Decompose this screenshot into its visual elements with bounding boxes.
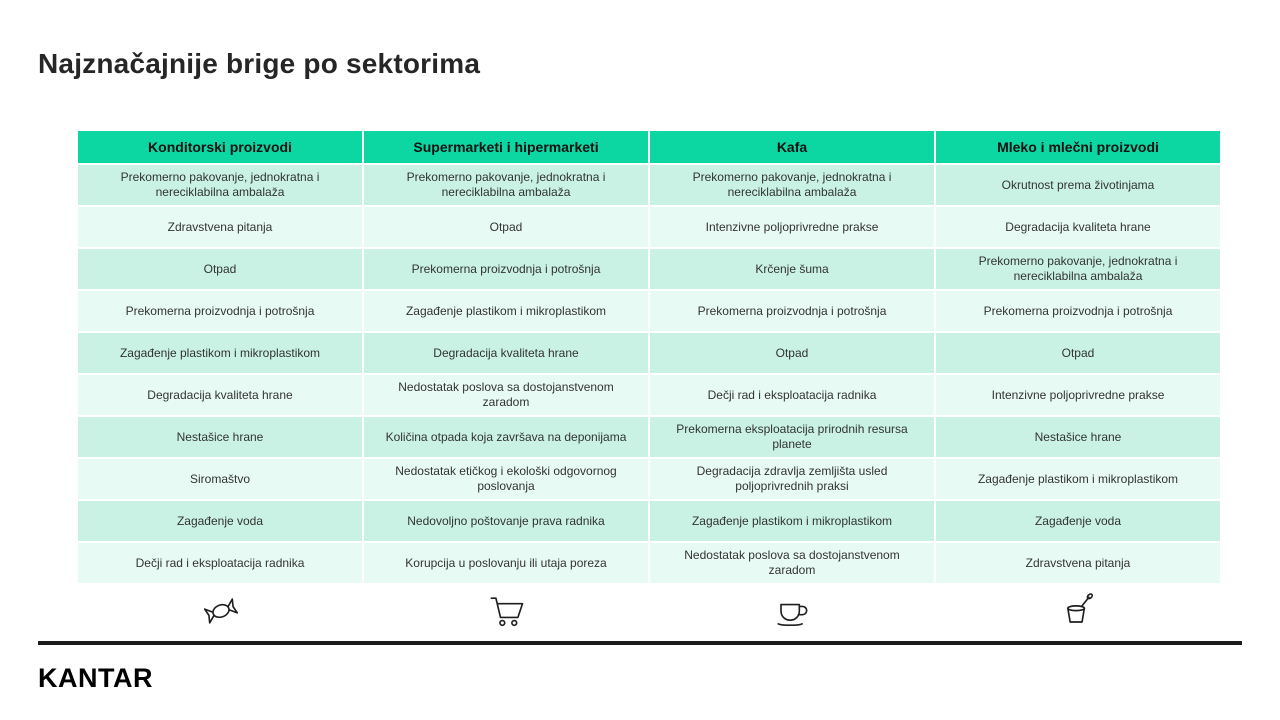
sector-concerns-table bbox=[78, 131, 1220, 583]
shopping-cart-icon bbox=[484, 589, 528, 633]
icon-cell-mleko bbox=[935, 586, 1221, 636]
table-cell: Degradacija zdravlja zemljišta usled poljoprivrednih praksi bbox=[650, 459, 934, 499]
table-cell: Krčenje šuma bbox=[650, 249, 934, 289]
table-cell: Okrutnost prema životinjama bbox=[936, 165, 1220, 205]
table-cell: Siromaštvo bbox=[78, 459, 362, 499]
table-cell: Korupcija u poslovanju ili utaja poreza bbox=[364, 543, 648, 583]
table-cell: Nedovoljno poštovanje prava radnika bbox=[364, 501, 648, 541]
icon-cell-konditorski bbox=[78, 586, 364, 636]
column-header: Kafa bbox=[650, 131, 934, 163]
table-cell: Intenzivne poljoprivredne prakse bbox=[650, 207, 934, 247]
table-cell: Zdravstvena pitanja bbox=[936, 543, 1220, 583]
page-title: Najznačajnije brige po sektorima bbox=[38, 48, 481, 79]
footer-divider bbox=[38, 641, 1242, 645]
table-cell: Otpad bbox=[364, 207, 648, 247]
candy-icon bbox=[199, 589, 243, 633]
table-cell: Nedostatak poslova sa dostojanstvenom zaradom bbox=[364, 375, 648, 415]
table-cell: Otpad bbox=[936, 333, 1220, 373]
table-cell: Zdravstvena pitanja bbox=[78, 207, 362, 247]
kantar-logo: KANTAR bbox=[38, 663, 153, 693]
table-cell: Intenzivne poljoprivredne prakse bbox=[936, 375, 1220, 415]
table-cell: Degradacija kvaliteta hrane bbox=[78, 375, 362, 415]
table-cell: Količina otpada koja završava na deponijama bbox=[364, 417, 648, 457]
table-cell: Degradacija kvaliteta hrane bbox=[364, 333, 648, 373]
table-cell: Prekomerna eksploatacija prirodnih resursa planete bbox=[650, 417, 934, 457]
column-header: Konditorski proizvodi bbox=[78, 131, 362, 163]
table-cell: Otpad bbox=[78, 249, 362, 289]
table-cell: Zagađenje plastikom i mikroplastikom bbox=[936, 459, 1220, 499]
sector-icons-row bbox=[78, 586, 1220, 636]
icon-cell-supermarketi bbox=[364, 586, 650, 636]
table-cell: Zagađenje plastikom i mikroplastikom bbox=[650, 501, 934, 541]
table-cell: Nedostatak poslova sa dostojanstvenom zaradom bbox=[650, 543, 934, 583]
table-cell: Prekomerno pakovanje, jednokratna i nereciklabilna ambalaža bbox=[78, 165, 362, 205]
table-cell: Degradacija kvaliteta hrane bbox=[936, 207, 1220, 247]
table-cell: Zagađenje plastikom i mikroplastikom bbox=[364, 291, 648, 331]
table-cell: Nestašice hrane bbox=[78, 417, 362, 457]
table-cell: Otpad bbox=[650, 333, 934, 373]
table-cell: Zagađenje plastikom i mikroplastikom bbox=[78, 333, 362, 373]
table-cell: Nestašice hrane bbox=[936, 417, 1220, 457]
table-cell: Nedostatak etičkog i ekološki odgovornog poslovanja bbox=[364, 459, 648, 499]
column-header: Supermarketi i hipermarketi bbox=[364, 131, 648, 163]
column-header: Mleko i mlečni proizvodi bbox=[936, 131, 1220, 163]
yogurt-spoon-icon bbox=[1055, 589, 1099, 633]
table-cell: Prekomerna proizvodnja i potrošnja bbox=[650, 291, 934, 331]
table-cell: Zagađenje voda bbox=[78, 501, 362, 541]
table-cell: Prekomerna proizvodnja i potrošnja bbox=[936, 291, 1220, 331]
coffee-cup-icon bbox=[770, 589, 814, 633]
table-cell: Dečji rad i eksploatacija radnika bbox=[78, 543, 362, 583]
table-cell: Prekomerno pakovanje, jednokratna i nereciklabilna ambalaža bbox=[936, 249, 1220, 289]
table-cell: Prekomerno pakovanje, jednokratna i nereciklabilna ambalaža bbox=[364, 165, 648, 205]
table-cell: Prekomerna proizvodnja i potrošnja bbox=[364, 249, 648, 289]
table-cell: Prekomerna proizvodnja i potrošnja bbox=[78, 291, 362, 331]
table-cell: Zagađenje voda bbox=[936, 501, 1220, 541]
icon-cell-kafa bbox=[649, 586, 935, 636]
table-cell: Dečji rad i eksploatacija radnika bbox=[650, 375, 934, 415]
table-cell: Prekomerno pakovanje, jednokratna i nereciklabilna ambalaža bbox=[650, 165, 934, 205]
